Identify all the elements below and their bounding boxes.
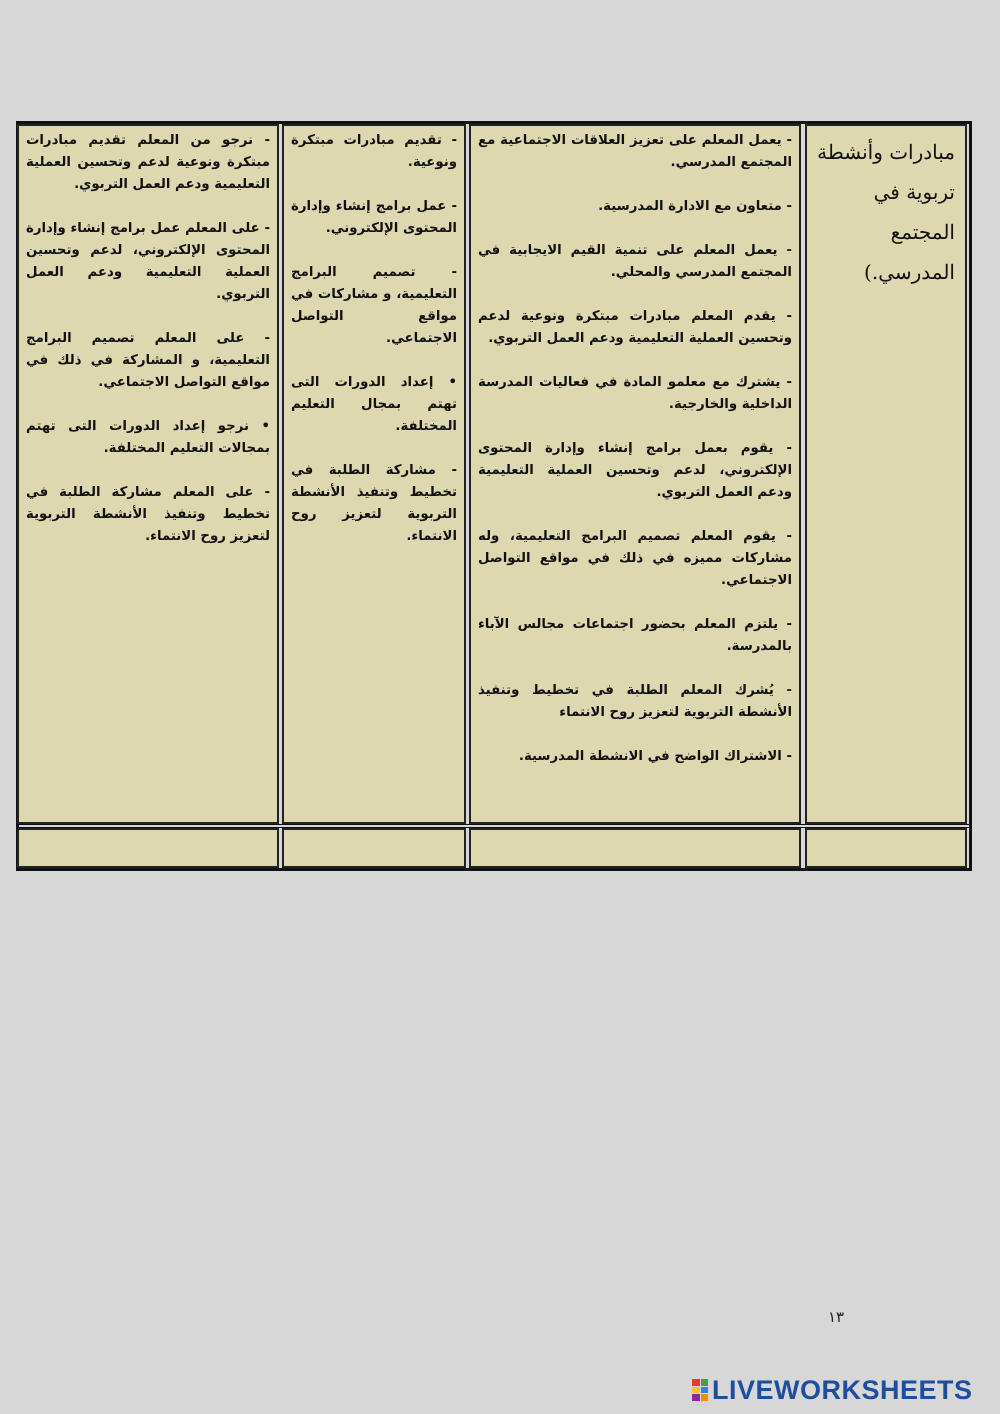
recommendation-item: - نرجو من المعلم تقديم مبادرات مبتكرة ونوعية لدعم وتحسين العملية التعليمية ودعم العمل التربوي. bbox=[26, 133, 270, 192]
empty-cell bbox=[469, 828, 801, 868]
table-row bbox=[19, 124, 969, 828]
indicator-item: - يعمل المعلم على تنمية القيم الايجابية في المجتمع المدرسي والمحلي. bbox=[478, 243, 792, 280]
recommendations-cell bbox=[17, 124, 279, 824]
criterion-heading: مبادرات وأنشطة تربوية في المجتمع المدرسي.) bbox=[817, 140, 955, 284]
empty-cell bbox=[17, 828, 279, 868]
recommendation-item: - على المعلم تصميم البرامج التعليمية، و المشاركة في ذلك في مواقع التواصل الاجتماعي. bbox=[26, 331, 270, 390]
strength-item: • إعداد الدورات التى تهتم بمجال التعليم المختلفة. bbox=[291, 375, 457, 434]
strength-item: - مشاركة الطلبة في تخطيط وتنفيذ الأنشطة التربوية لتعزيز روح الانتماء. bbox=[291, 463, 457, 544]
empty-cell bbox=[282, 828, 466, 868]
indicator-item: - يعمل المعلم على تعزيز العلاقات الاجتماعية مع المجتمع المدرسي. bbox=[478, 133, 792, 170]
recommendation-item: • نرجو إعداد الدورات التى تهتم بمجالات التعليم المختلفة. bbox=[26, 419, 270, 456]
criterion-heading-cell bbox=[805, 124, 967, 824]
indicator-item: - يُشرك المعلم الطلبة في تخطيط وتنفيذ الأنشطة التربوية لتعزيز روح الانتماء bbox=[478, 683, 792, 720]
recommendation-item: - على المعلم عمل برامج إنشاء وإدارة المحتوى الإلكتروني، لدعم وتحسين العملية التعليمية ودعم العمل التربوي. bbox=[26, 221, 270, 302]
strength-item: - عمل برامج إنشاء وإدارة المحتوى الإلكتروني. bbox=[291, 199, 457, 236]
indicator-item: - يقوم بعمل برامج إنشاء وإدارة المحتوى الإلكتروني، لدعم وتحسين العملية التعليمية ودعم العمل التربوي. bbox=[478, 441, 792, 500]
logo-icon bbox=[692, 1379, 708, 1401]
indicator-item: - متعاون مع الادارة المدرسية. bbox=[598, 199, 792, 214]
indicators-cell bbox=[469, 124, 801, 824]
criteria-table bbox=[16, 121, 972, 871]
strengths-cell bbox=[282, 124, 466, 824]
indicator-item: - يلتزم المعلم بحضور اجتماعات مجالس الآباء بالمدرسة. bbox=[478, 617, 792, 654]
logo-text: LIVEWORKSHEETS bbox=[712, 1374, 973, 1405]
empty-cell bbox=[805, 828, 967, 868]
liveworksheets-logo[interactable] bbox=[692, 1374, 973, 1406]
indicator-item: - يقدم المعلم مبادرات مبتكرة ونوعية لدعم وتحسين العملية التعليمية ودعم العمل التربوي. bbox=[478, 309, 792, 346]
indicator-item: - يقوم المعلم تصميم البرامج التعليمية، وله مشاركات مميزه في ذلك في مواقع التواصل الاجتماعي. bbox=[478, 529, 792, 588]
indicator-item: - الاشتراك الواضح في الانشطة المدرسية. bbox=[518, 749, 792, 764]
strength-item: - تقديم مبادرات مبتكرة ونوعية. bbox=[291, 133, 457, 170]
strength-item: - تصميم البرامج التعليمية، و مشاركات في مواقع التواصل الاجتماعي. bbox=[291, 265, 457, 346]
page-number: ١٣ bbox=[828, 1308, 845, 1326]
recommendation-item: - على المعلم مشاركة الطلبة في تخطيط وتنفيذ الأنشطة التربوية لتعزيز روح الانتماء. bbox=[26, 485, 270, 544]
table-row-empty bbox=[19, 828, 969, 868]
indicator-item: - يشترك مع معلمو المادة في فعاليات المدرسة الداخلية والخارجية. bbox=[478, 375, 792, 412]
